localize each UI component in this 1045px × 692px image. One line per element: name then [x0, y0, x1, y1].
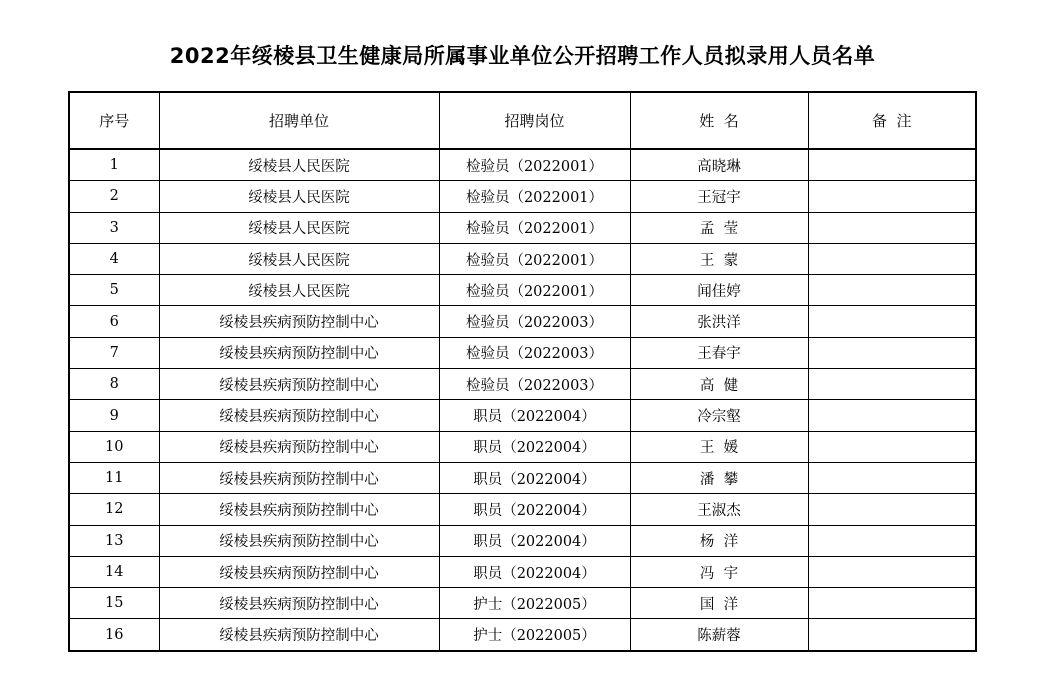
cell-hiring-unit: 绥棱县人民医院: [159, 243, 439, 274]
cell-hiring-unit: 绥棱县疾病预防控制中心: [159, 400, 439, 431]
header-name: 姓 名: [630, 92, 808, 149]
cell-serial-number: 14: [69, 556, 159, 587]
cell-hiring-position: 检验员（2022001）: [439, 181, 630, 212]
cell-remarks: [808, 275, 976, 306]
cell-hiring-unit: 绥棱县疾病预防控制中心: [159, 556, 439, 587]
cell-hiring-position: 检验员（2022003）: [439, 369, 630, 400]
cell-hiring-position: 职员（2022004）: [439, 431, 630, 462]
cell-hiring-position: 检验员（2022003）: [439, 306, 630, 337]
header-serial-number: 序号: [69, 92, 159, 149]
table-row: [69, 337, 976, 368]
table-row: [69, 149, 976, 181]
table-header-row: [69, 92, 976, 149]
cell-remarks: [808, 431, 976, 462]
cell-hiring-position: 护士（2022005）: [439, 588, 630, 619]
cell-remarks: [808, 181, 976, 212]
cell-serial-number: 11: [69, 462, 159, 493]
table-row: [69, 181, 976, 212]
cell-remarks: [808, 212, 976, 243]
cell-hiring-unit: 绥棱县疾病预防控制中心: [159, 337, 439, 368]
cell-hiring-position: 护士（2022005）: [439, 619, 630, 651]
cell-hiring-unit: 绥棱县疾病预防控制中心: [159, 588, 439, 619]
cell-name: 杨 洋: [630, 525, 808, 556]
cell-hiring-unit: 绥棱县人民医院: [159, 181, 439, 212]
cell-remarks: [808, 525, 976, 556]
cell-hiring-unit: 绥棱县疾病预防控制中心: [159, 369, 439, 400]
cell-serial-number: 16: [69, 619, 159, 651]
cell-remarks: [808, 149, 976, 181]
cell-serial-number: 9: [69, 400, 159, 431]
table-row: [69, 400, 976, 431]
cell-remarks: [808, 588, 976, 619]
cell-serial-number: 3: [69, 212, 159, 243]
cell-serial-number: 7: [69, 337, 159, 368]
cell-hiring-position: 职员（2022004）: [439, 494, 630, 525]
cell-name: 高 健: [630, 369, 808, 400]
cell-serial-number: 13: [69, 525, 159, 556]
header-remarks: 备 注: [808, 92, 976, 149]
cell-serial-number: 4: [69, 243, 159, 274]
table-row: [69, 369, 976, 400]
header-hiring-position: 招聘岗位: [439, 92, 630, 149]
cell-name: 张洪洋: [630, 306, 808, 337]
cell-name: 陈薪蓉: [630, 619, 808, 651]
cell-serial-number: 12: [69, 494, 159, 525]
cell-hiring-position: 检验员（2022003）: [439, 337, 630, 368]
cell-hiring-position: 检验员（2022001）: [439, 275, 630, 306]
cell-serial-number: 1: [69, 149, 159, 181]
table-row: [69, 525, 976, 556]
cell-serial-number: 5: [69, 275, 159, 306]
cell-hiring-position: 职员（2022004）: [439, 525, 630, 556]
table-body: [69, 149, 976, 651]
cell-name: 高晓琳: [630, 149, 808, 181]
cell-hiring-position: 职员（2022004）: [439, 462, 630, 493]
table-row: [69, 494, 976, 525]
cell-hiring-unit: 绥棱县人民医院: [159, 149, 439, 181]
cell-hiring-position: 检验员（2022001）: [439, 149, 630, 181]
cell-hiring-unit: 绥棱县人民医院: [159, 275, 439, 306]
cell-name: 国 洋: [630, 588, 808, 619]
table-row: [69, 431, 976, 462]
cell-hiring-position: 检验员（2022001）: [439, 212, 630, 243]
cell-remarks: [808, 337, 976, 368]
cell-remarks: [808, 556, 976, 587]
cell-hiring-unit: 绥棱县人民医院: [159, 212, 439, 243]
cell-name: 孟 莹: [630, 212, 808, 243]
cell-name: 闻佳婷: [630, 275, 808, 306]
cell-hiring-position: 职员（2022004）: [439, 556, 630, 587]
cell-hiring-position: 检验员（2022001）: [439, 243, 630, 274]
cell-remarks: [808, 462, 976, 493]
table-row: [69, 619, 976, 651]
cell-name: 王 媛: [630, 431, 808, 462]
cell-hiring-unit: 绥棱县疾病预防控制中心: [159, 462, 439, 493]
table-row: [69, 212, 976, 243]
cell-remarks: [808, 494, 976, 525]
document-title: 2022年绥棱县卫生健康局所属事业单位公开招聘工作人员拟录用人员名单: [169, 44, 876, 68]
table-row: [69, 306, 976, 337]
cell-name: 王 蒙: [630, 243, 808, 274]
cell-remarks: [808, 243, 976, 274]
table-row: [69, 588, 976, 619]
cell-hiring-unit: 绥棱县疾病预防控制中心: [159, 306, 439, 337]
cell-serial-number: 8: [69, 369, 159, 400]
cell-hiring-unit: 绥棱县疾病预防控制中心: [159, 619, 439, 651]
cell-hiring-unit: 绥棱县疾病预防控制中心: [159, 525, 439, 556]
table-row: [69, 243, 976, 274]
cell-name: 王冠宇: [630, 181, 808, 212]
cell-serial-number: 15: [69, 588, 159, 619]
cell-name: 冯 宇: [630, 556, 808, 587]
table-row: [69, 462, 976, 493]
cell-remarks: [808, 369, 976, 400]
cell-name: 王春宇: [630, 337, 808, 368]
cell-remarks: [808, 400, 976, 431]
cell-serial-number: 10: [69, 431, 159, 462]
cell-name: 潘 攀: [630, 462, 808, 493]
cell-hiring-position: 职员（2022004）: [439, 400, 630, 431]
cell-serial-number: 2: [69, 181, 159, 212]
cell-hiring-unit: 绥棱县疾病预防控制中心: [159, 431, 439, 462]
hiring-roster-table: [68, 91, 977, 652]
cell-remarks: [808, 619, 976, 651]
cell-remarks: [808, 306, 976, 337]
header-hiring-unit: 招聘单位: [159, 92, 439, 149]
cell-name: 冷宗壑: [630, 400, 808, 431]
table-row: [69, 556, 976, 587]
cell-serial-number: 6: [69, 306, 159, 337]
cell-name: 王淑杰: [630, 494, 808, 525]
cell-hiring-unit: 绥棱县疾病预防控制中心: [159, 494, 439, 525]
table-row: [69, 275, 976, 306]
